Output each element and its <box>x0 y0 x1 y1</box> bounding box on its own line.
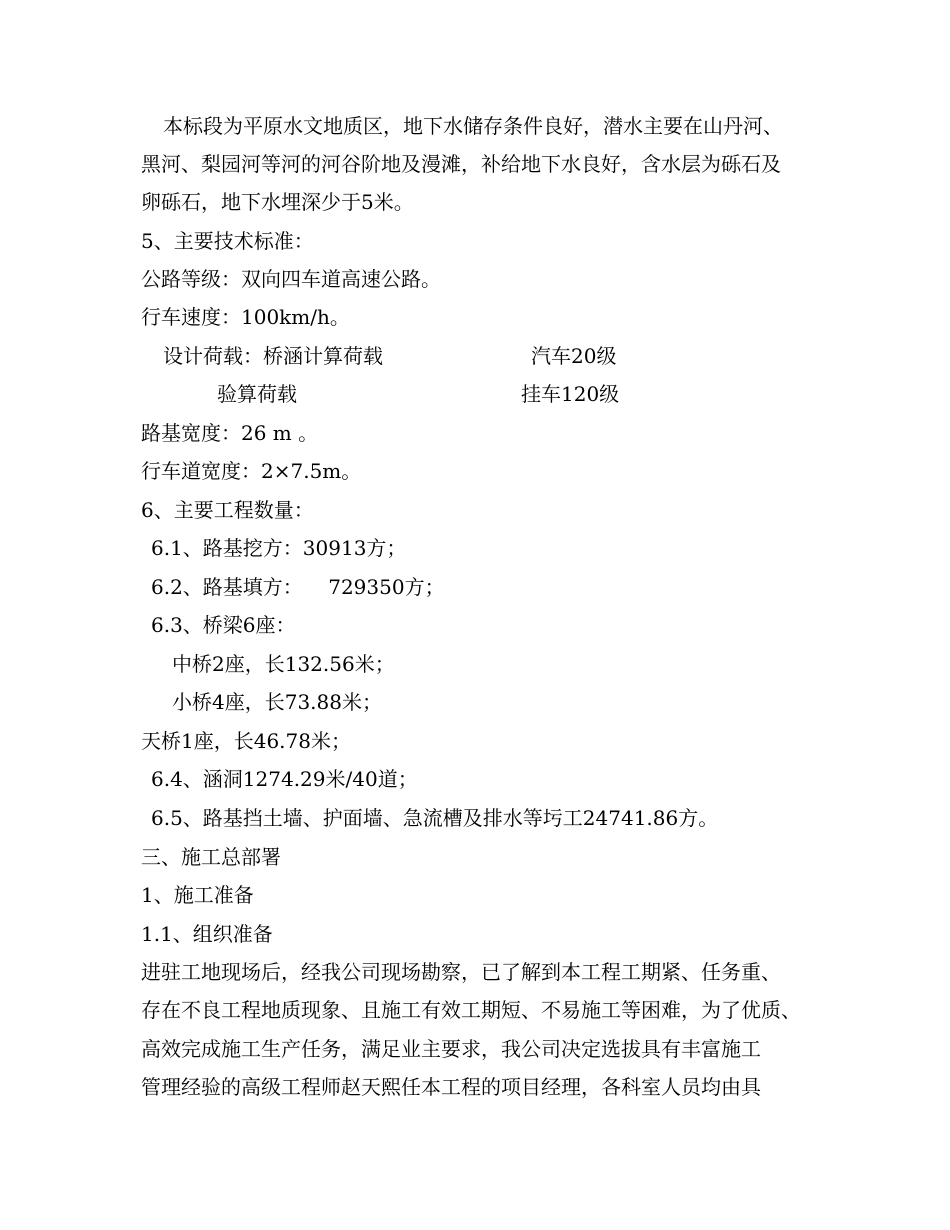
quantity-6-1: 6.1、路基挖方：30913方； <box>151 536 407 560</box>
quantity-6-2: 6.2、路基填方： 729350方； <box>151 575 445 599</box>
subgrade-width: 路基宽度：26 m 。 <box>141 421 319 445</box>
bridge-small: 小桥4座，长73.88米； <box>172 690 382 714</box>
construction-prep-heading: 1、施工准备 <box>141 883 254 907</box>
quantity-6-3: 6.3、桥梁6座： <box>151 613 296 637</box>
paragraph-geology-line-1: 本标段为平原水文地质区，地下水储存条件良好，潜水主要在山丹河、 <box>163 114 783 138</box>
section-3-heading: 三、施工总部署 <box>141 845 281 869</box>
paragraph-org-line-3: 高效完成施工生产任务，满足业主要求，我公司决定选拔具有丰富施工 <box>141 1037 761 1061</box>
paragraph-org-line-1: 进驻工地现场后，经我公司现场勘察，已了解到本工程工期紧、任务重、 <box>141 960 781 984</box>
bridge-medium: 中桥2座，长132.56米； <box>172 652 395 676</box>
paragraph-org-line-2: 存在不良工程地质现象、且施工有效工期短、不易施工等困难，为了优质、 <box>141 998 801 1022</box>
lane-width: 行车道宽度：2×7.5m。 <box>141 459 362 483</box>
quantity-6-5: 6.5、路基挡土墙、护面墙、急流槽及排水等圬工24741.86方。 <box>151 806 719 830</box>
bridge-overpass: 天桥1座，长46.78米； <box>141 729 351 753</box>
paragraph-org-line-4: 管理经验的高级工程师赵天熙任本工程的项目经理，各科室人员均由具 <box>141 1075 761 1099</box>
driving-speed: 行车速度：100km/h。 <box>141 305 350 329</box>
paragraph-geology-line-2: 黑河、梨园河等河的河谷阶地及漫滩，补给地下水良好，含水层为砾石及 <box>141 152 781 176</box>
check-load-value: 挂车120级 <box>521 382 620 406</box>
organization-prep-heading: 1.1、组织准备 <box>141 922 273 946</box>
paragraph-geology-line-3: 卵砾石，地下水埋深少于5米。 <box>141 190 414 214</box>
quantity-6-4: 6.4、涵洞1274.29米/40道； <box>151 767 418 791</box>
road-grade: 公路等级：双向四车道高速公路。 <box>141 267 441 291</box>
standards-heading: 5、主要技术标准： <box>141 229 314 253</box>
design-load-value: 汽车20级 <box>531 344 617 368</box>
quantities-heading: 6、主要工程数量： <box>141 498 314 522</box>
check-load-label: 验算荷载 <box>217 382 297 406</box>
design-load-label: 设计荷载：桥涵计算荷载 <box>163 344 383 368</box>
